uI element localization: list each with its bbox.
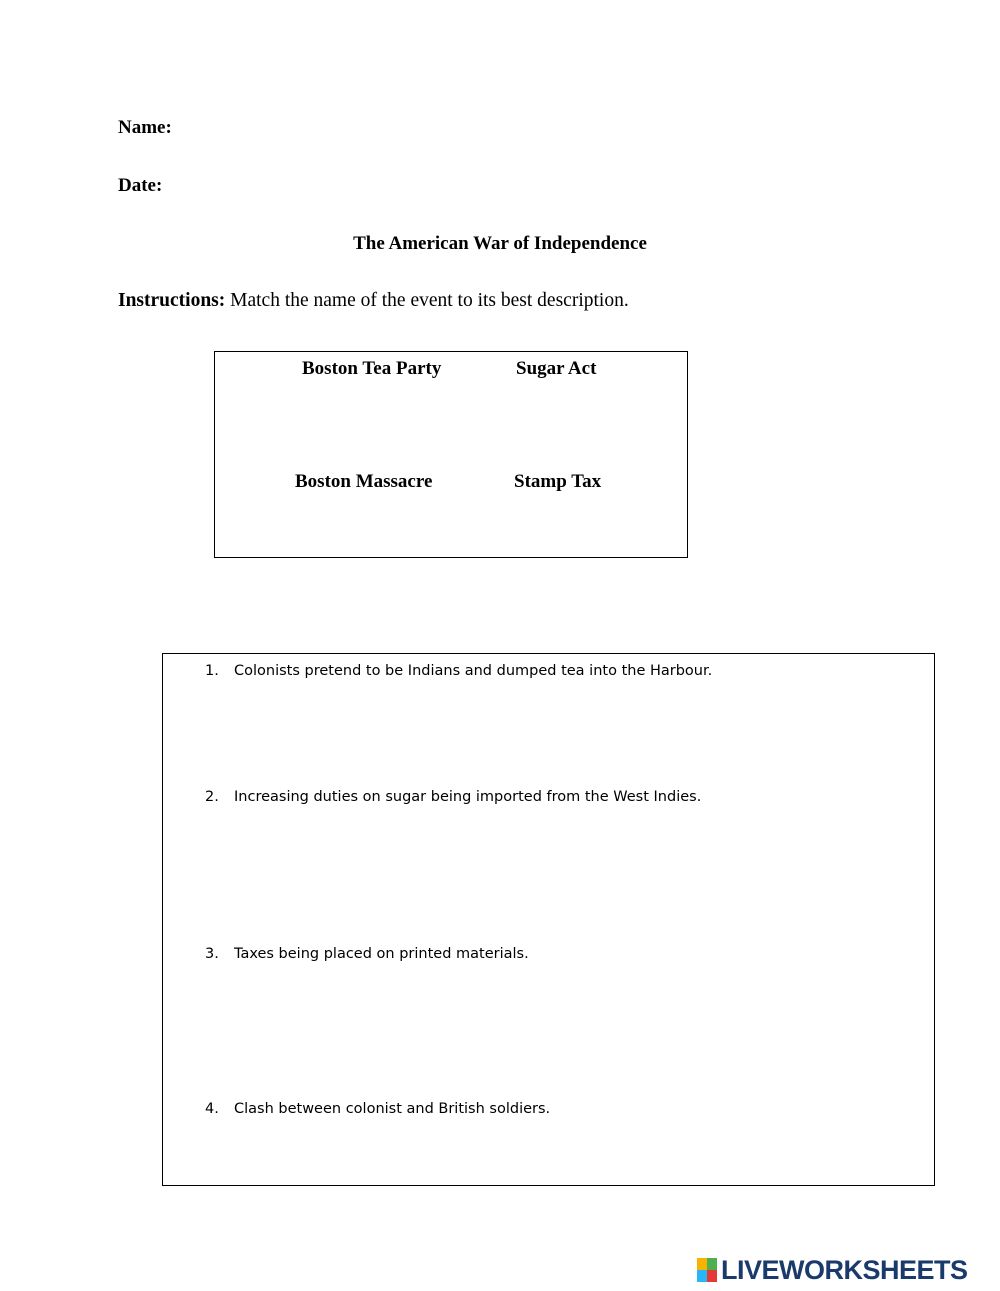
question-text: Taxes being placed on printed materials. — [234, 946, 529, 962]
question-text: Increasing duties on sugar being imported from the West Indies. — [234, 789, 702, 805]
liveworksheets-logo — [697, 1255, 968, 1285]
question-item — [205, 789, 701, 805]
question-item — [205, 946, 529, 962]
word-bank-item[interactable]: Boston Massacre — [295, 471, 433, 492]
worksheet-title: The American War of Independence — [353, 233, 647, 254]
question-number: 4. — [205, 1101, 219, 1117]
question-text: Colonists pretend to be Indians and dumped tea into the Harbour. — [234, 663, 713, 679]
question-number: 2. — [205, 789, 219, 805]
instructions — [118, 290, 629, 312]
liveworksheets-logo-text: LIVEWORKSHEETS — [721, 1254, 968, 1285]
question-number: 1. — [205, 663, 219, 679]
question-item — [205, 1101, 550, 1117]
questions-box — [162, 653, 935, 1186]
word-bank — [214, 351, 688, 558]
question-number: 3. — [205, 946, 219, 962]
word-bank-item[interactable]: Sugar Act — [516, 358, 597, 379]
liveworksheets-logo-icon — [697, 1258, 717, 1282]
question-text: Clash between colonist and British soldiers. — [234, 1101, 551, 1117]
name-label: Name: — [118, 117, 172, 138]
instructions-text: Match the name of the event to its best description. — [225, 290, 629, 311]
logo-square — [697, 1270, 707, 1282]
date-label: Date: — [118, 175, 163, 196]
word-bank-item[interactable]: Boston Tea Party — [302, 358, 442, 379]
instructions-label: Instructions: — [118, 290, 226, 311]
question-item — [205, 663, 712, 679]
logo-square — [707, 1258, 717, 1270]
logo-square — [707, 1270, 717, 1282]
logo-square — [697, 1258, 707, 1270]
word-bank-item[interactable]: Stamp Tax — [514, 471, 602, 492]
